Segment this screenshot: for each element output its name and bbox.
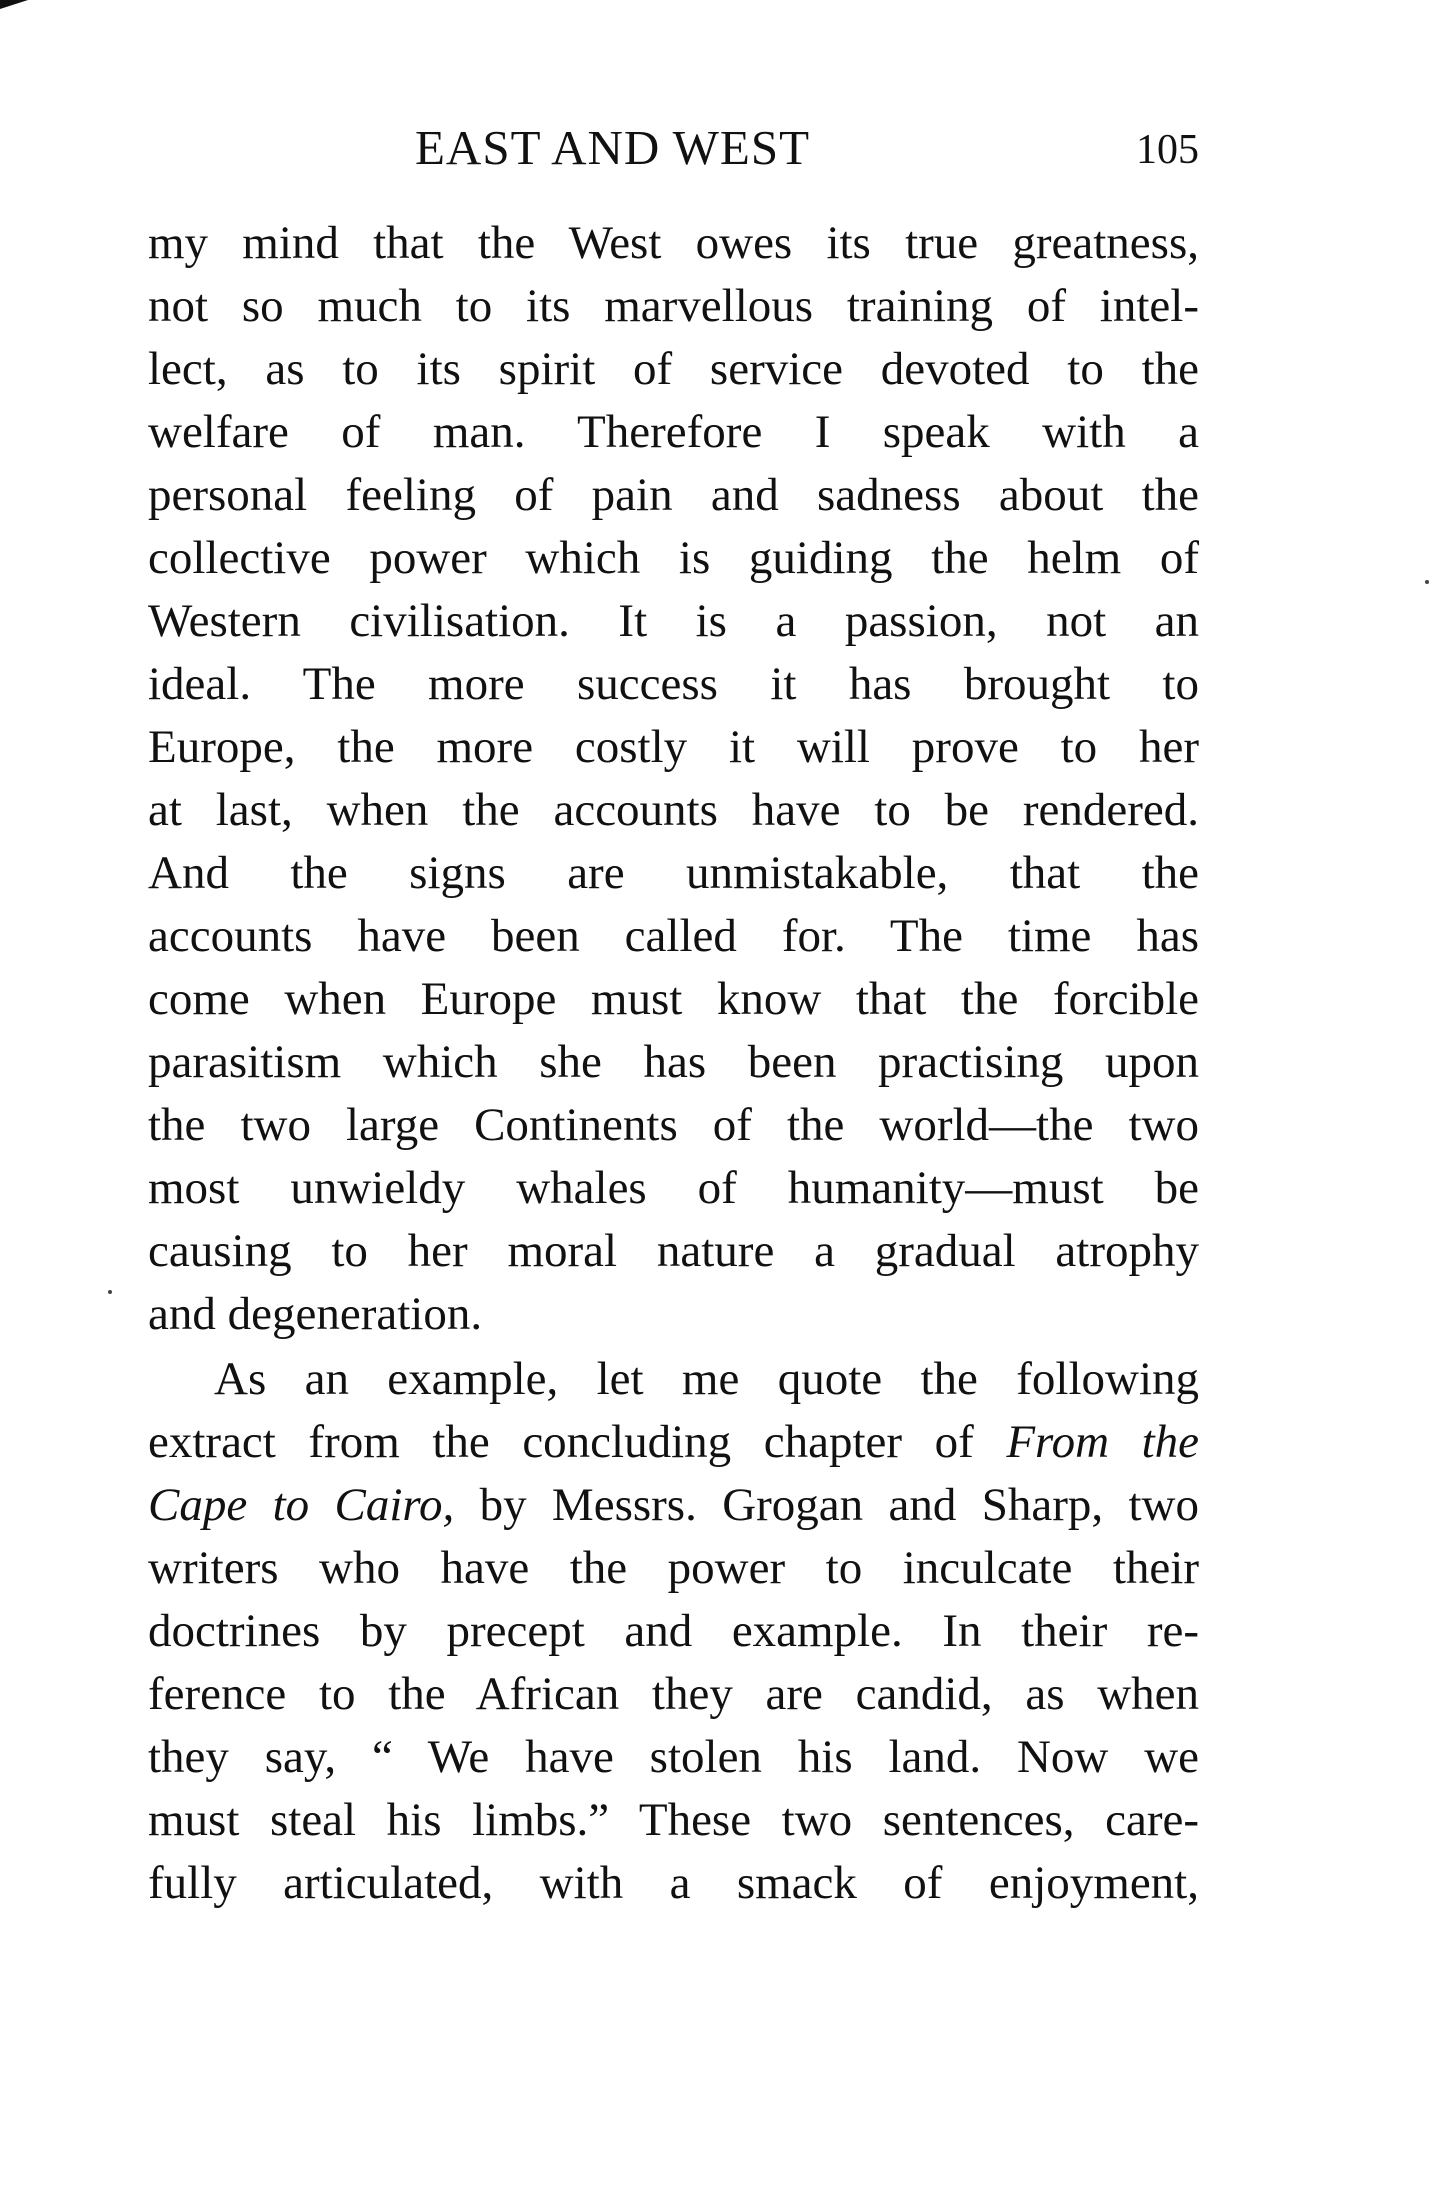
text-line: must steal his limbs.” These two sentences, care- <box>148 1794 1199 1846</box>
text-line <box>148 1411 1199 1474</box>
body-text <box>148 212 1199 1915</box>
text-line: Europe, the more costly it will prove to her <box>148 721 1199 773</box>
book-title-end: Cape to Cairo, <box>148 1479 455 1531</box>
corner-mark <box>0 0 28 9</box>
text-line: writers who have the power to inculcate their <box>148 1542 1199 1594</box>
text-line: not so much to its marvellous training of intel- <box>148 280 1199 332</box>
text-line: welfare of man. Therefore I speak with a <box>148 406 1199 458</box>
text-line: As an example, let me quote the following <box>214 1353 1199 1405</box>
book-title-start: From the <box>1006 1416 1200 1468</box>
text-segment: extract from the concluding chapter of <box>148 1416 974 1468</box>
text-segment: by Messrs. Grogan and Sharp, two <box>479 1479 1199 1531</box>
text-line: Western civilisation. It is a passion, not an <box>148 595 1199 647</box>
text-line: most unwieldy whales of humanity—must be <box>148 1162 1199 1214</box>
text-line <box>148 1474 1199 1537</box>
text-line: fully articulated, with a smack of enjoyment, <box>148 1857 1199 1909</box>
text-line: they say, “ We have stolen his land. Now we <box>148 1731 1199 1783</box>
text-line: my mind that the West owes its true greatness, <box>148 217 1199 269</box>
text-line: at last, when the accounts have to be rendered. <box>148 784 1199 836</box>
text-line: And the signs are unmistakable, that the <box>148 847 1199 899</box>
text-line: the two large Continents of the world—the two <box>148 1099 1199 1151</box>
margin-speck <box>108 1290 112 1294</box>
text-line: and degeneration. <box>148 1288 483 1340</box>
text-line: come when Europe must know that the forcible <box>148 973 1199 1025</box>
running-head: EAST AND WEST <box>415 120 811 175</box>
text-line: ideal. The more success it has brought to <box>148 658 1199 710</box>
text-line: doctrines by precept and example. In their re- <box>148 1605 1199 1657</box>
text-line: parasitism which she has been practising upon <box>148 1036 1199 1088</box>
text-line: personal feeling of pain and sadness about the <box>148 469 1199 521</box>
text-line: ference to the African they are candid, as when <box>148 1668 1199 1720</box>
text-line: collective power which is guiding the helm of <box>148 532 1199 584</box>
text-line: lect, as to its spirit of service devoted to the <box>148 343 1199 395</box>
page-number: 105 <box>1136 127 1199 173</box>
margin-speck <box>1425 580 1429 584</box>
text-line: accounts have been called for. The time has <box>148 910 1199 962</box>
text-line: causing to her moral nature a gradual atrophy <box>148 1225 1199 1277</box>
page-header <box>148 118 1199 178</box>
